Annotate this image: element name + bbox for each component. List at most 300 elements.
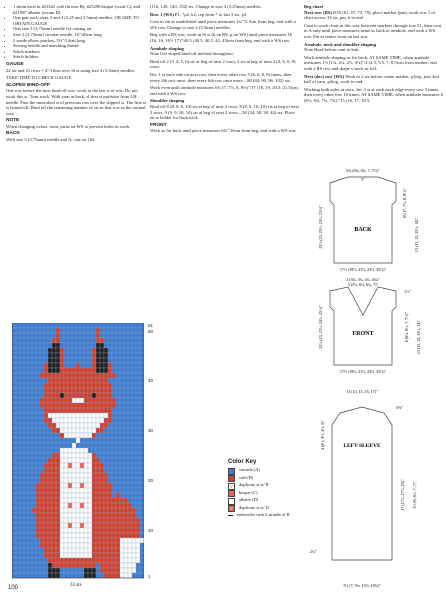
chart-cell <box>132 403 136 408</box>
chart-cell <box>32 328 36 333</box>
chart-cell <box>84 388 88 393</box>
chart-cell <box>108 438 112 443</box>
chart-cell <box>80 383 84 388</box>
chart-cell <box>136 458 140 463</box>
chart-cell <box>100 468 104 473</box>
chart-cell <box>88 553 92 558</box>
chart-cell <box>72 478 76 483</box>
neck-dec-text: Working both sides at once, dec 1 st at each neck edge every row 3 times, then every other row 18 times, AT SAME TIME, when armhole measures 6 (6½, 6¾, 7¼, 7¾)"/15 (16, 17, 18.5, <box>304 86 443 103</box>
chart-cell <box>20 323 24 328</box>
chart-cell <box>124 568 128 573</box>
chart-cell <box>72 498 76 503</box>
chart-cell <box>116 528 120 533</box>
chart-cell <box>56 513 60 518</box>
chart-cell <box>96 468 100 473</box>
chart-cell <box>132 533 136 538</box>
chart-cell <box>80 573 84 578</box>
chart-cell <box>120 343 124 348</box>
chart-cell <box>100 538 104 543</box>
chart-cell <box>84 548 88 553</box>
chart-cell <box>64 423 68 428</box>
chart-cell <box>60 433 64 438</box>
chart-cell <box>112 378 116 383</box>
chart-cell <box>24 573 28 578</box>
chart-cell <box>88 353 92 358</box>
chart-cell <box>52 473 56 478</box>
row-label-1: 1 <box>148 574 151 579</box>
chart-cell <box>72 518 76 523</box>
chart-cell <box>32 558 36 563</box>
chart-cell <box>140 518 144 523</box>
chart-cell <box>64 433 68 438</box>
chart-cell <box>20 508 24 513</box>
chart-cell <box>36 393 40 398</box>
chart-cell <box>108 508 112 513</box>
chart-cell <box>108 468 112 473</box>
chart-cell <box>140 463 144 468</box>
chart-cell <box>40 508 44 513</box>
color-key-item <box>228 475 308 483</box>
chart-cell <box>96 513 100 518</box>
chart-cell <box>32 383 36 388</box>
chart-cell <box>64 523 68 528</box>
chart-cell <box>48 433 52 438</box>
front-armhole-dimension: 6 (6¼, 6½, 7, 7½)" <box>404 311 409 343</box>
chart-cell <box>116 558 120 563</box>
chart-cell <box>56 363 60 368</box>
chart-cell <box>16 568 20 573</box>
back-side-dimension: 13 (13, 13, 13½, 14)" <box>414 217 419 253</box>
chart-cell <box>20 468 24 473</box>
chart-cell <box>12 478 16 483</box>
chart-cell <box>140 543 144 548</box>
chart-cell <box>44 403 48 408</box>
chart-cell <box>80 533 84 538</box>
chart-cell <box>12 543 16 548</box>
chart-cell <box>112 558 116 563</box>
chart-cell <box>32 463 36 468</box>
chart-cell <box>32 528 36 533</box>
color-swatch: V <box>228 505 235 512</box>
chart-cell <box>92 553 96 558</box>
chart-cell <box>128 333 132 338</box>
row-label-20: 20 <box>148 478 154 483</box>
chart-cell <box>124 338 128 343</box>
chart-cell <box>28 438 32 443</box>
chart-cell <box>108 393 112 398</box>
chart-cell <box>120 558 124 563</box>
chart-cell <box>96 403 100 408</box>
chart-cell <box>140 348 144 353</box>
chart-cell <box>96 368 100 373</box>
chart-cell <box>116 363 120 368</box>
chart-cell <box>80 473 84 478</box>
chart-cell <box>112 523 116 528</box>
chart-cell <box>12 438 16 443</box>
chart-cell <box>132 323 136 328</box>
chart-cell <box>64 548 68 553</box>
chart-cell <box>96 508 100 513</box>
chart-cell <box>56 323 60 328</box>
chart-cell <box>116 418 120 423</box>
chart-cell <box>24 483 28 488</box>
chart-cell <box>24 518 28 523</box>
chart-cell <box>104 353 108 358</box>
chart-cell <box>124 383 128 388</box>
chart-cell <box>64 538 68 543</box>
chart-cell <box>116 443 120 448</box>
chart-cell <box>60 558 64 563</box>
chart-cell <box>12 328 16 333</box>
chart-cell <box>76 533 80 538</box>
chart-cell <box>68 493 72 498</box>
chart-cell <box>36 483 40 488</box>
chart-cell <box>48 508 52 513</box>
chart-cell <box>132 388 136 393</box>
chart-cell <box>52 408 56 413</box>
chart-cell <box>24 348 28 353</box>
chart-cell <box>68 503 72 508</box>
chart-cell <box>56 453 60 458</box>
chart-cell <box>100 478 104 483</box>
chart-cell <box>60 543 64 548</box>
chart-cell <box>44 373 48 378</box>
chart-cell <box>112 408 116 413</box>
chart-cell <box>32 538 36 543</box>
chart-cell <box>68 443 72 448</box>
chart-cell <box>80 538 84 543</box>
chart-cell <box>116 488 120 493</box>
chart-cell <box>20 433 24 438</box>
chart-cell <box>104 528 108 533</box>
chart-cell <box>100 383 104 388</box>
chart-cell <box>132 508 136 513</box>
chart-cell <box>96 563 100 568</box>
chart-cell <box>132 338 136 343</box>
sleeve-schematic <box>300 385 445 600</box>
chart-cell <box>28 558 32 563</box>
chart-cell <box>28 508 32 513</box>
chart-cell <box>112 488 116 493</box>
chart-cell <box>136 503 140 508</box>
chart-cell <box>16 378 20 383</box>
chart-cell <box>140 373 144 378</box>
note-text: When changing colors, twist yarns on WS to prevent holes in work. <box>6 123 131 129</box>
chart-cell <box>100 508 104 513</box>
chart-cell <box>20 503 24 508</box>
chart-cell <box>80 368 84 373</box>
chart-cell <box>136 383 140 388</box>
chart-cell <box>88 458 92 463</box>
chart-cell <box>124 498 128 503</box>
chart-cell <box>28 358 32 363</box>
chart-cell <box>20 368 24 373</box>
chart-cell <box>108 568 112 573</box>
chart-cell <box>24 398 28 403</box>
chart-cell <box>48 503 52 508</box>
chart-cell <box>24 443 28 448</box>
chart-cell <box>120 533 124 538</box>
chart-cell <box>12 453 16 458</box>
chart-cell <box>28 383 32 388</box>
chart-cell <box>132 563 136 568</box>
chart-cell <box>84 558 88 563</box>
chart-cell <box>116 408 120 413</box>
chart-cell <box>120 373 124 378</box>
chart-cell <box>120 403 124 408</box>
chart-cell <box>128 423 132 428</box>
chart-cell <box>140 458 144 463</box>
chart-cell <box>92 508 96 513</box>
chart-cell <box>40 558 44 563</box>
chart-cell <box>68 573 72 578</box>
armhole-neck-heading: Armhole, neck and shoulder shaping <box>304 41 377 47</box>
chart-cell <box>24 418 28 423</box>
chart-cell <box>84 503 88 508</box>
chart-cell <box>44 473 48 478</box>
chart-cell <box>12 378 16 383</box>
chart-cell <box>60 408 64 413</box>
chart-cell <box>60 363 64 368</box>
row-text: Work to 2 sts before center marker, p2tog, join 2nd ball of yarn, p2tog, work to end. <box>304 73 439 85</box>
chart-cell <box>120 358 124 363</box>
chart-cell <box>92 353 96 358</box>
chart-cell <box>60 563 64 568</box>
chart-cell <box>88 453 92 458</box>
chart-cell <box>116 438 120 443</box>
chart-cell <box>108 333 112 338</box>
chart-cell <box>104 543 108 548</box>
chart-cell <box>104 538 108 543</box>
chart-cell <box>44 408 48 413</box>
chart-cell <box>120 553 124 558</box>
chart-cell <box>16 368 20 373</box>
chart-cell <box>60 403 64 408</box>
chart-cell <box>136 573 140 578</box>
chart-cell <box>96 568 100 573</box>
chart-cell <box>140 418 144 423</box>
chart-cell <box>76 468 80 473</box>
chart-cell <box>80 458 84 463</box>
chart-cell <box>80 463 84 468</box>
chart-cell <box>136 438 140 443</box>
chart-cell <box>12 443 16 448</box>
chart-cell <box>12 358 16 363</box>
chart-cell <box>16 458 20 463</box>
chart-cell <box>108 343 112 348</box>
note-heading: NOTE <box>6 118 20 124</box>
chart-cell <box>64 508 68 513</box>
chart-cell <box>112 508 116 513</box>
chart-cell <box>20 538 24 543</box>
chart-cell <box>84 408 88 413</box>
chart-cell <box>128 478 132 483</box>
chart-cell <box>136 508 140 513</box>
chart-cell <box>128 508 132 513</box>
chart-cell <box>88 558 92 563</box>
chart-cell <box>132 393 136 398</box>
back-length-dimension: 22½ (23, 23½, 24½, 25½)" <box>318 205 323 249</box>
chart-cell <box>120 353 124 358</box>
chart-cell <box>84 418 88 423</box>
chart-cell <box>52 543 56 548</box>
chart-cell <box>140 483 144 488</box>
chart-cell <box>128 543 132 548</box>
chart-cell <box>116 473 120 478</box>
chart-cell <box>116 563 120 568</box>
chart-cell <box>20 363 24 368</box>
chart-cell <box>68 428 72 433</box>
chart-cell <box>36 443 40 448</box>
chart-cell <box>60 448 64 453</box>
chart-cell <box>28 403 32 408</box>
chart-cell <box>88 378 92 383</box>
chart-cell <box>96 348 100 353</box>
chart-cell <box>76 478 80 483</box>
chart-cell <box>64 378 68 383</box>
chart-cell <box>28 488 32 493</box>
chart-cell <box>124 323 128 328</box>
chart-cell <box>108 563 112 568</box>
chart-cell <box>68 383 72 388</box>
chart-cell <box>92 558 96 563</box>
chart-cell <box>12 523 16 528</box>
chart-cell <box>132 538 136 543</box>
chart-cell <box>68 478 72 483</box>
chart-cell <box>84 533 88 538</box>
chart-cell <box>28 528 32 533</box>
chart-cell <box>132 378 136 383</box>
chart-cell <box>124 538 128 543</box>
chart-cell <box>44 358 48 363</box>
chart-cell <box>124 393 128 398</box>
chart-cell <box>84 498 88 503</box>
color-key-item <box>228 490 308 498</box>
chart-cell <box>84 428 88 433</box>
chart-cell <box>100 443 104 448</box>
chart-cell <box>140 573 144 578</box>
chart-cell <box>104 443 108 448</box>
chart-cell <box>80 423 84 428</box>
chart-cell <box>136 403 140 408</box>
chart-cell <box>72 538 76 543</box>
chart-cell <box>28 413 32 418</box>
chart-cell <box>120 393 124 398</box>
sleeve-cap-dimension: 5⅜" <box>396 405 403 410</box>
chart-cell <box>112 398 116 403</box>
chart-cell <box>108 378 112 383</box>
chart-cell <box>116 433 120 438</box>
chart-cell <box>48 518 52 523</box>
chart-cell <box>112 478 116 483</box>
chart-cell <box>108 573 112 578</box>
chart-cell <box>96 443 100 448</box>
chart-cell <box>120 428 124 433</box>
chart-cell <box>60 493 64 498</box>
chart-cell <box>36 383 40 388</box>
chart-cell <box>28 523 32 528</box>
chart-cell <box>64 483 68 488</box>
chart-cell <box>64 573 68 578</box>
sleeve-upper-dimension: 4 (4½, 4½, 4½, 5)" <box>320 419 325 451</box>
chart-cell <box>132 333 136 338</box>
chart-cell <box>76 558 80 563</box>
chart-cell <box>116 338 120 343</box>
chart-cell <box>140 453 144 458</box>
chart-cell <box>136 388 140 393</box>
sleeve-label: LEFT SLEEVE <box>343 443 381 449</box>
dec-row-instruction <box>304 74 444 85</box>
chart-cell <box>52 508 56 513</box>
chart-cell <box>84 398 88 403</box>
materials-item: • 2 suede elbow patches, 5½"/14cm long <box>13 38 148 44</box>
chart-cell <box>72 488 76 493</box>
chart-cell <box>104 463 108 468</box>
chart-cell <box>32 438 36 443</box>
chart-cell <box>72 573 76 578</box>
chart-cell <box>132 408 136 413</box>
chart-cell <box>28 363 32 368</box>
chart-cell <box>140 403 144 408</box>
chart-cell <box>88 348 92 353</box>
chart-cell <box>128 523 132 528</box>
chart-cell <box>140 338 144 343</box>
chart-cell <box>56 423 60 428</box>
chart-cell <box>40 358 44 363</box>
chart-cell <box>36 433 40 438</box>
chart-cell <box>100 573 104 578</box>
color-key-label: albatre (D) <box>239 497 259 502</box>
chart-cell <box>48 368 52 373</box>
chart-cell <box>44 328 48 333</box>
chart-cell <box>116 348 120 353</box>
chart-cell <box>104 358 108 363</box>
chart-cell <box>24 493 28 498</box>
chart-cell <box>80 363 84 368</box>
chart-cell <box>112 393 116 398</box>
chart-cell <box>72 453 76 458</box>
chart-cell <box>68 523 72 528</box>
chart-cell <box>140 533 144 538</box>
chart-cell <box>104 558 108 563</box>
chart-cell <box>32 568 36 573</box>
chart-cell <box>28 463 32 468</box>
chart-cell <box>80 378 84 383</box>
chart-cell <box>96 458 100 463</box>
chart-cell <box>48 383 52 388</box>
chart-cell <box>20 553 24 558</box>
chart-cell <box>104 448 108 453</box>
chart-cell <box>112 498 116 503</box>
chart-cell <box>140 528 144 533</box>
chart-cell <box>124 558 128 563</box>
chart-cell <box>84 323 88 328</box>
chart-cell <box>76 573 80 578</box>
chart-cell <box>48 323 52 328</box>
chart-cell <box>128 418 132 423</box>
chart-cell <box>56 438 60 443</box>
chart-cell <box>20 353 24 358</box>
chart-cell <box>56 368 60 373</box>
materials-list <box>6 4 148 60</box>
chart-cell <box>80 408 84 413</box>
chart-cell <box>12 533 16 538</box>
chart-cell <box>120 568 124 573</box>
chart-cell <box>96 413 100 418</box>
chart-cell <box>140 443 144 448</box>
chart-cell <box>84 453 88 458</box>
chart-cell <box>88 333 92 338</box>
